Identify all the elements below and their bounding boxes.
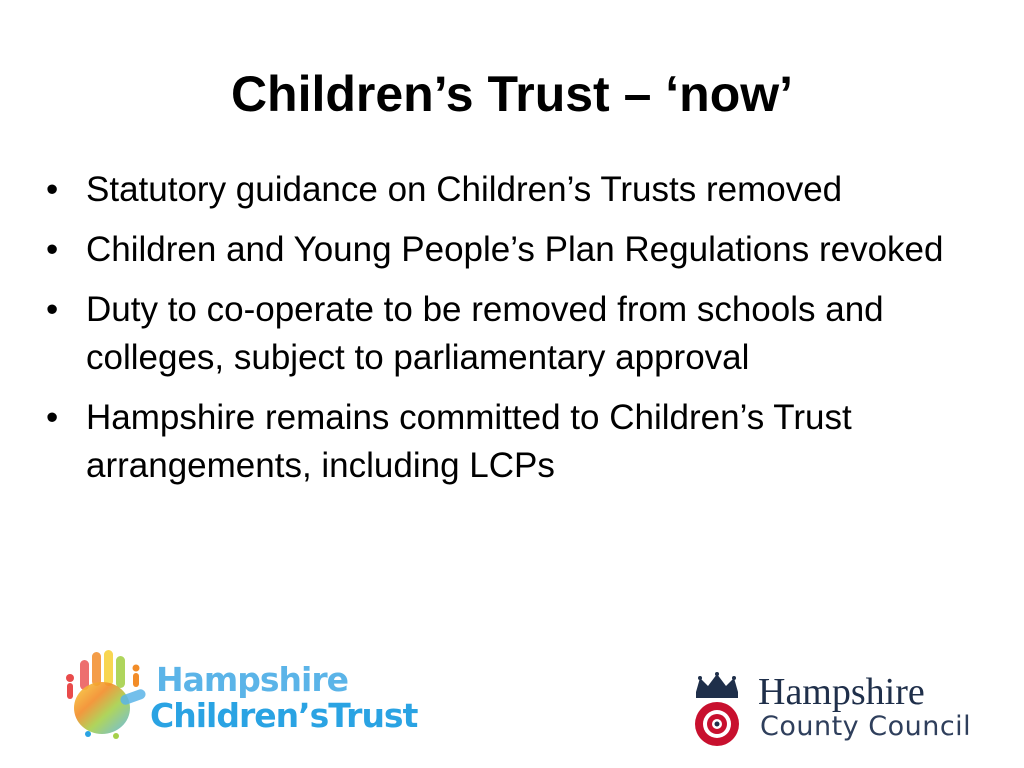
bullet-item [44,394,1004,490]
bullet-text: Children and Young People’s Plan Regulations revoked [86,230,944,269]
bullet-marker: • [46,170,59,209]
bullet-marker: • [46,230,59,269]
crown-rose-crest-icon [686,670,748,750]
bullet-item [44,226,1004,274]
bullet-list [44,166,1004,502]
bullet-item [44,286,1004,382]
bullet-item [44,166,1004,214]
childrens-trust-wordmark [150,662,417,734]
childrens-trust-line1: Hampshire [156,660,348,699]
handprint-icon [58,648,148,748]
county-council-name: Hampshire [758,671,925,713]
bullet-text: Hampshire remains committed to Children’s Trust arrangements, including LCPs [86,398,852,485]
slide-title: Children’s Trust – ‘now’ [230,66,794,122]
bullet-text: Statutory guidance on Children’s Trusts removed [86,170,843,209]
hampshire-childrens-trust-logo [58,648,428,748]
county-council-subtitle: County Council [760,711,972,742]
childrens-trust-line2: Children’sTrust [150,696,418,735]
bullet-text: Duty to co-operate to be removed from schools and colleges, subject to parliamentary approval [86,290,884,377]
bullet-marker: • [46,290,59,329]
hampshire-county-council-logo [684,668,984,752]
bullet-marker: • [46,398,59,437]
